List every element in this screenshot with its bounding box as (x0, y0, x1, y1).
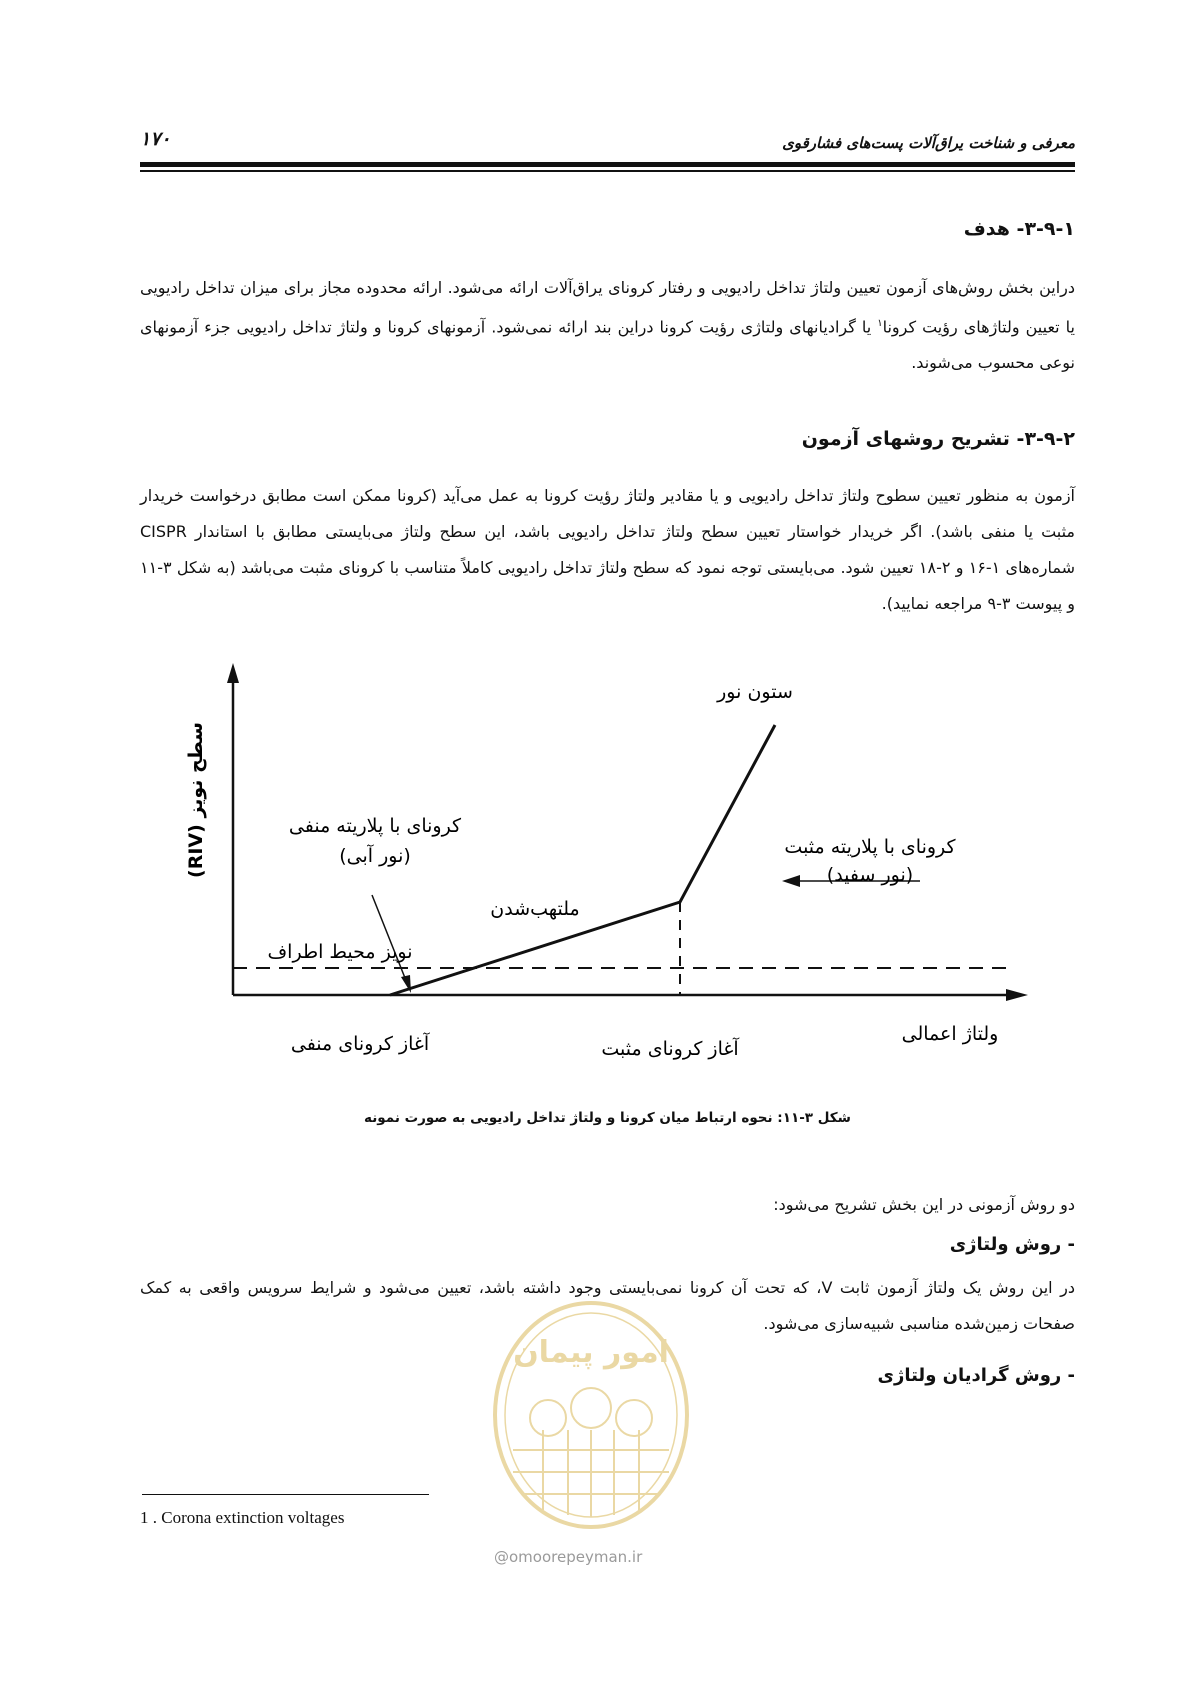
method-gradient-heading: - روش گرادیان ولتاژی (877, 1365, 1075, 1386)
footnote: 1 . Corona extinction voltages (140, 1508, 345, 1527)
watermark-logo-text: امور پیمان (513, 1335, 669, 1370)
label-positive-onset: آغاز کرونای مثبت (601, 1038, 739, 1060)
section-heading-test-methods: ۳-۹-۲- تشریح روشهای آزمون (801, 428, 1075, 450)
section-test-methods-paragraph: آزمون به منظور تعیین سطوح ولتاژ تداخل رادیویی و یا مقادیر ولتاژ رؤیت کرونا به عمل می‌آید (کرونا ممکن است مطابق درخواست خریدار مثبت یا منفی باشد). اگر خریدار خواستار تعیین سطح ولتاژ تداخل رادیویی باشد، این سطح ولتاژ می‌بایستی مطابق با استاندار CISPR شماره‌های ۱-۱۶ و ۲-۱۸ تعیین شود. می‌بایستی توجه نمود که سطح ولتاژ تداخل رادیویی کاملاً متناسب با کرونای مثبت می‌باشد (به شکل ۳-۱۱ و پیوست ۳-۹ مراجعه نمایید). (140, 486, 1076, 613)
x-axis-arrow (1006, 989, 1028, 1001)
label-positive-corona-light: (نور سفید) (826, 864, 914, 886)
section-objective-paragraph (140, 270, 1075, 381)
x-axis-label: ولتاژ اعمالی (901, 1023, 999, 1045)
footnote-reference[interactable]: ۱ (877, 318, 883, 329)
running-head (140, 126, 1075, 166)
corona-riv-diagram (180, 655, 1040, 1085)
negative-corona-leader (372, 895, 407, 983)
label-ambient-noise: نویز محیط اطراف (267, 941, 413, 963)
positive-leader-arrow (782, 875, 800, 887)
header-rule-thick (140, 162, 1075, 167)
label-negative-corona: کرونای با پلاریته منفی (288, 815, 462, 837)
figure-caption: شکل ۳-۱۱: نحوه ارتباط میان کرونا و ولتاژ تداخل رادیویی به صورت نمونه (364, 1110, 851, 1126)
section-heading-objective: ۳-۹-۱- هدف (963, 218, 1075, 240)
watermark-logo (488, 1300, 694, 1550)
riv-curve (390, 725, 775, 995)
label-positive-corona: کرونای با پلاریته مثبت (784, 836, 956, 858)
page-number: ۱۷۰ (140, 128, 171, 150)
y-axis-arrow (227, 663, 239, 683)
paragraph-text-continued: یا گرادیانهای ولتاژی رؤیت کرونا دراین بند ارائه نمی‌شود. آزمونهای کرونا و ولتاژ تداخل رادیویی جزء آزمونهای نوعی محسوب می‌شوند. (140, 317, 1075, 373)
book-title: معرفی و شناخت یراق‌آلات پست‌های فشارقوی (782, 134, 1075, 152)
y-axis-label: سطح نویز (RIV) (185, 722, 207, 878)
method-voltage-heading: - روش ولتاژی (949, 1234, 1075, 1255)
methods-intro: دو روش آزمونی در این بخش تشریح می‌شود: (773, 1195, 1075, 1214)
label-ignition: ملتهب‌شدن (490, 898, 580, 920)
label-light-column: ستون نور (717, 681, 793, 703)
paragraph-text: دراین بخش روش‌های آزمون تعیین ولتاژ تداخل رادیویی و رفتار کرونای یراق‌آلات ارائه می‌شود. ارائه محدوده مجاز برای میزان تداخل رادیویی یا تعیین ولتاژهای رؤیت کرونا (140, 278, 1075, 337)
header-rule-thin (140, 170, 1075, 172)
label-negative-corona-light: (نور آبی) (339, 845, 411, 867)
watermark-site: @omoorepeyman.ir (494, 1548, 643, 1566)
method-voltage-paragraph: در این روش یک ولتاژ آزمون ثابت V، که تحت آن کرونا نمی‌بایستی وجود داشته باشد، تعیین می‌شود و شرایط سرویس واقعی به کمک صفحات زمین‌شده مناسبی شبیه‌سازی می‌شود. (140, 1278, 1076, 1333)
footnote-rule (142, 1494, 429, 1495)
label-negative-onset: آغاز کرونای منفی (290, 1033, 430, 1055)
